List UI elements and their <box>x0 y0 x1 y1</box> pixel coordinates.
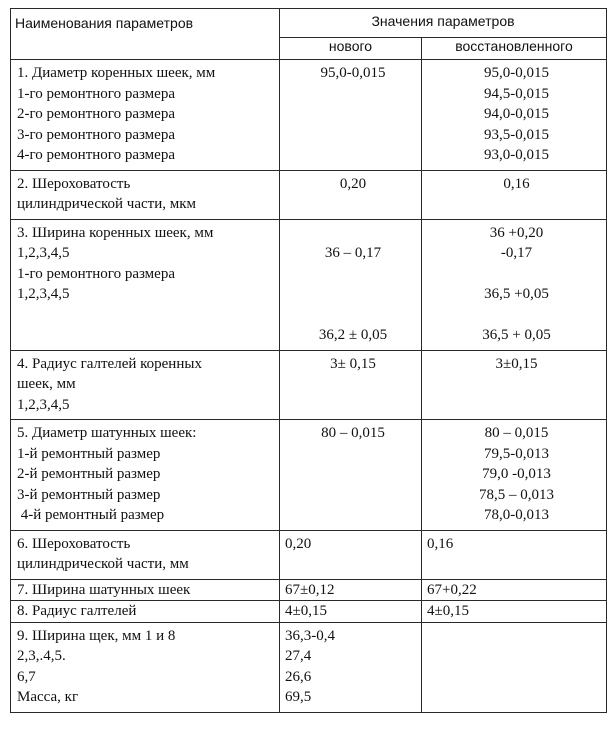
restored-value-line: 36,5 + 0,05 <box>482 327 551 343</box>
restored-value-line: 67+0,22 <box>427 581 477 598</box>
table-row <box>11 170 607 219</box>
param-name-line: 4. Радиус галтелей коренных <box>17 355 202 372</box>
new-value-cell <box>280 579 422 601</box>
param-name-line: 2-й ремонтный размер <box>17 466 161 482</box>
param-name-line: 6,7 <box>17 668 36 685</box>
new-value-cell <box>280 219 422 350</box>
restored-value-line: 95,0-0,015 <box>484 65 549 81</box>
restored-value-line: 94,5-0,015 <box>484 85 549 102</box>
param-name-line: 8. Радиус галтелей <box>17 603 137 619</box>
param-name-line: 3-го ремонтного размера <box>17 126 175 143</box>
param-name-cell <box>11 60 280 171</box>
param-name-cell <box>11 170 280 219</box>
restored-value-line <box>427 667 606 688</box>
restored-value-cell <box>422 219 607 350</box>
new-value-line <box>285 374 421 395</box>
restored-value-cell <box>422 350 607 420</box>
param-name-cell <box>11 622 280 712</box>
restored-value-line <box>427 374 606 395</box>
restored-value-line: 79,5-0,013 <box>484 445 549 462</box>
table-row <box>11 219 607 350</box>
new-value-line: 67±0,12 <box>285 581 335 598</box>
param-name-line: 2,3,.4,5. <box>17 648 66 664</box>
param-name-line: цилиндрической части, мм <box>17 556 189 572</box>
restored-value-line: 94,0-0,015 <box>484 106 549 122</box>
restored-value-line: 0,16 <box>503 175 530 192</box>
table-row <box>11 350 607 420</box>
new-value-cell <box>280 60 422 171</box>
new-value-line <box>285 125 421 146</box>
new-value-line: 36 – 0,17 <box>324 245 382 261</box>
new-value-line: 69,5 <box>285 689 312 705</box>
new-value-line <box>285 395 421 416</box>
param-name-line: 2-го ремонтного размера <box>17 106 175 122</box>
param-name-line: 1,2,3,4,5 <box>17 286 70 302</box>
new-value-line <box>285 223 421 244</box>
table-row <box>11 601 607 623</box>
parameters-table <box>10 8 607 713</box>
new-value-line <box>285 505 421 526</box>
new-value-line: 4±0,15 <box>285 603 327 619</box>
restored-value-cell <box>422 622 607 712</box>
param-name-line: 1-й ремонтный размер <box>17 445 161 462</box>
param-name-cell <box>11 420 280 531</box>
restored-value-line: 79,0 -0,013 <box>482 466 551 482</box>
param-name-line: 6. Шероховатость <box>17 535 131 552</box>
param-name-line: 1. Диаметр коренных шеек, мм <box>17 65 216 81</box>
param-name-line: 1,2,3,4,5 <box>17 245 70 261</box>
param-name-line: шеек, мм <box>17 376 76 392</box>
new-value-line <box>285 84 421 105</box>
param-name-line: 2. Шероховатость <box>17 175 131 192</box>
restored-value-line: 93,5-0,015 <box>484 126 549 143</box>
new-value-cell <box>280 350 422 420</box>
param-name-line: 3. Ширина коренных шеек, мм <box>17 224 214 241</box>
new-value-line <box>285 485 421 506</box>
restored-value-line: 36,5 +0,05 <box>484 286 549 302</box>
restored-value-line <box>427 264 606 285</box>
param-name-cell <box>11 530 280 579</box>
restored-value-line: 93,0-0,015 <box>484 147 549 163</box>
new-value-line: 95,0-0,015 <box>320 65 386 81</box>
restored-column-header: восстановленного <box>422 37 607 59</box>
new-value-line: 26,6 <box>285 668 312 685</box>
new-value-cell <box>280 420 422 531</box>
new-value-line <box>285 194 421 215</box>
restored-value-line: 80 – 0,015 <box>484 425 549 441</box>
restored-value-cell <box>422 530 607 579</box>
new-value-line <box>285 305 421 326</box>
table-row <box>11 420 607 531</box>
param-name-cell <box>11 350 280 420</box>
restored-value-line: 78,0-0,013 <box>484 507 549 523</box>
restored-value-cell <box>422 601 607 623</box>
new-value-cell <box>280 622 422 712</box>
param-name-cell <box>11 219 280 350</box>
restored-value-line: -0,17 <box>500 245 533 261</box>
param-name-line: цилиндрической части, мкм <box>17 196 197 212</box>
restored-value-line <box>427 305 606 326</box>
header-row <box>11 9 607 38</box>
new-value-line <box>285 104 421 125</box>
param-name-line: 4-й ремонтный размер <box>17 507 165 523</box>
restored-value-line <box>427 395 606 416</box>
restored-value-line: 36 +0,20 <box>489 224 544 241</box>
new-value-cell <box>280 170 422 219</box>
new-column-header: нового <box>280 37 422 59</box>
table-row <box>11 530 607 579</box>
param-name-line: 1-го ремонтного размера <box>17 85 175 102</box>
param-name-line: 5. Диаметр шатунных шеек: <box>17 425 197 441</box>
new-value-line: 36,3-0,4 <box>285 627 335 644</box>
restored-value-line <box>427 554 606 575</box>
restored-value-cell <box>422 579 607 601</box>
param-name-line <box>17 325 279 346</box>
param-name-cell <box>11 601 280 623</box>
restored-value-cell <box>422 420 607 531</box>
new-value-line: 3± 0,15 <box>330 355 376 372</box>
restored-value-line <box>427 646 606 667</box>
param-name-line: 1,2,3,4,5 <box>17 396 70 413</box>
new-value-line <box>285 464 421 485</box>
param-name-line: 9. Ширина щек, мм 1 и 8 <box>17 627 176 644</box>
restored-value-line <box>427 194 606 215</box>
new-value-line: 0,20 <box>339 175 367 192</box>
new-value-line: 0,20 <box>285 535 312 552</box>
new-value-cell <box>280 530 422 579</box>
new-value-line: 36,2 ± 0,05 <box>318 327 388 343</box>
new-value-cell <box>280 601 422 623</box>
restored-value-line <box>427 626 606 647</box>
new-value-line: 80 – 0,015 <box>321 425 385 441</box>
table-row <box>11 579 607 601</box>
restored-value-line: 3±0,15 <box>495 355 538 372</box>
restored-value-line: 78,5 – 0,013 <box>479 486 554 503</box>
param-name-line: 4-го ремонтного размера <box>17 147 175 163</box>
new-value-line <box>285 145 421 166</box>
table-row <box>11 60 607 171</box>
param-name-header: Наименования параметров <box>11 9 280 60</box>
param-name-line <box>17 305 279 326</box>
param-name-line: 3-й ремонтный размер <box>17 486 161 503</box>
param-name-line: 7. Ширина шатунных шеек <box>17 581 191 598</box>
table-row <box>11 622 607 712</box>
param-name-line: 1-го ремонтного размера <box>17 265 175 282</box>
restored-value-line: 0,16 <box>427 535 454 552</box>
new-value-line <box>285 444 421 465</box>
restored-value-line <box>427 687 606 708</box>
param-name-cell <box>11 579 280 601</box>
new-value-line <box>285 264 421 285</box>
values-header: Значения параметров <box>280 9 607 38</box>
param-name-line: Масса, кг <box>17 689 79 705</box>
restored-value-cell <box>422 170 607 219</box>
new-value-line <box>285 554 421 575</box>
restored-value-line: 4±0,15 <box>427 603 469 619</box>
restored-value-cell <box>422 60 607 171</box>
new-value-line: 27,4 <box>285 648 312 664</box>
new-value-line <box>285 284 421 305</box>
